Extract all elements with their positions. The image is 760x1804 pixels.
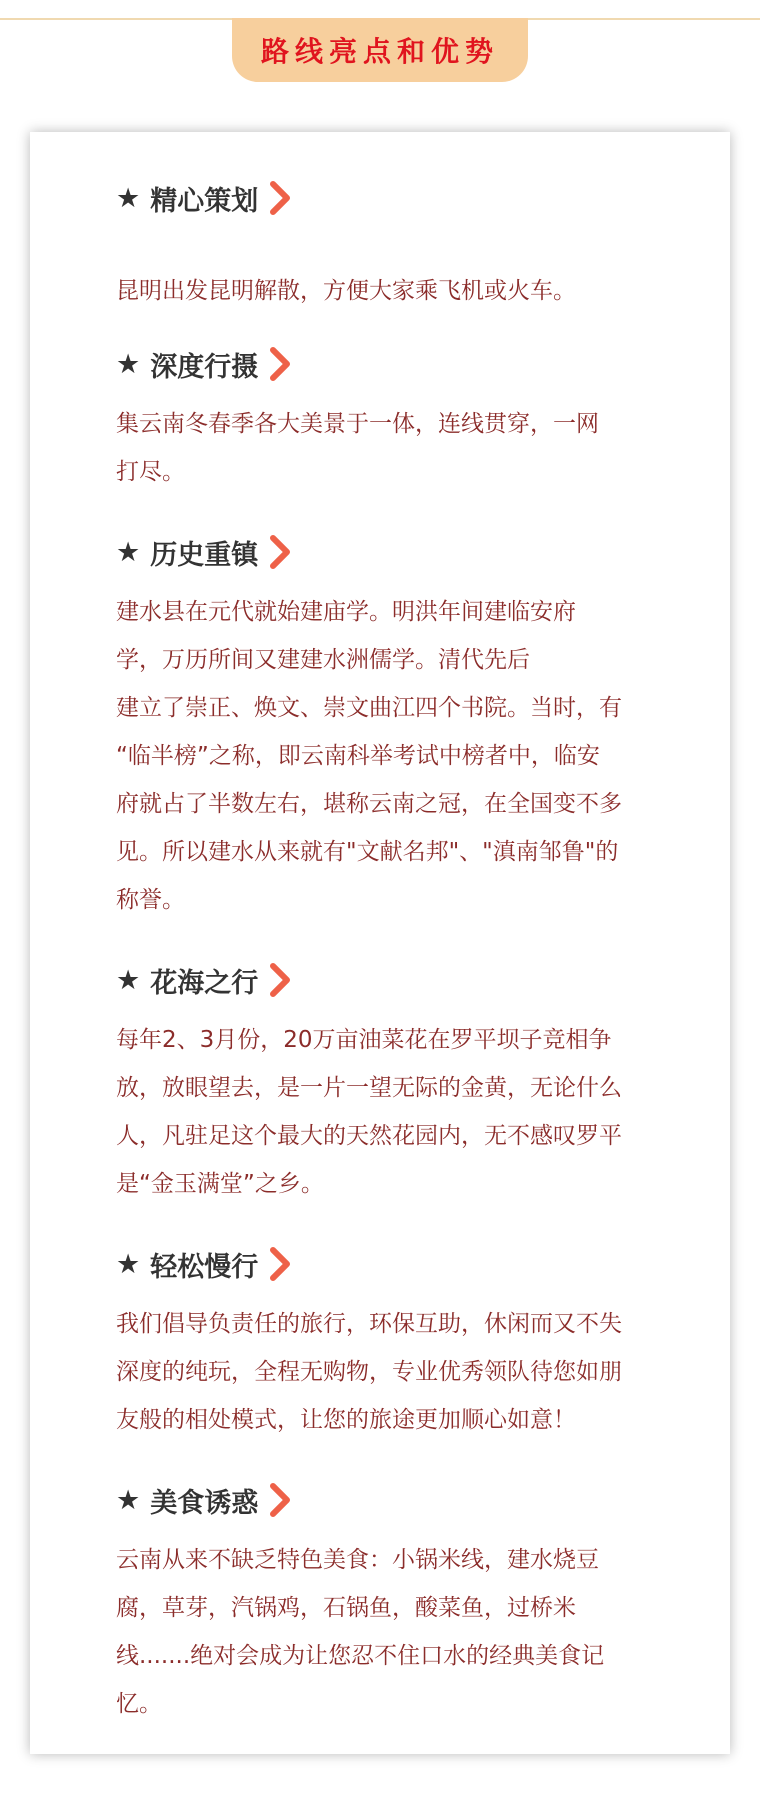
body-line: 昆明出发昆明解散，方便大家乘飞机或火车。 <box>116 278 576 304</box>
chevron-right-icon <box>266 346 294 382</box>
section-heading <box>116 1242 656 1286</box>
section-title: 花海之行 <box>150 967 259 999</box>
body-line: 是“金玉满堂”之乡。 <box>116 1171 324 1197</box>
body-line: 学，万历所间又建建水洲儒学。清代先后 <box>116 647 530 673</box>
chevron-right-icon <box>266 962 294 998</box>
chevron-right-icon <box>266 1246 294 1282</box>
body-line: 打尽。 <box>116 459 185 485</box>
body-line: 云南从来不缺乏特色美食：小锅米线，建水烧豆 <box>116 1547 599 1573</box>
star-icon: ★ <box>116 964 141 996</box>
body-line: 友般的相处模式，让您的旅途更加顺心如意！ <box>116 1407 576 1433</box>
section-heading <box>116 342 656 386</box>
body-line: 忆。 <box>116 1691 162 1717</box>
section-heading <box>116 958 656 1002</box>
body-line: “临半榜”之称，即云南科举考试中榜者中，临安 <box>116 743 600 769</box>
body-line: 人，凡驻足这个最大的天然花园内，无不感叹罗平 <box>116 1123 622 1149</box>
star-icon: ★ <box>116 1248 141 1280</box>
chevron-right-icon <box>266 180 294 216</box>
section-title: 精心策划 <box>150 185 259 217</box>
highlights-card <box>30 132 730 1754</box>
section-body <box>116 267 656 315</box>
body-line: 府就占了半数左右，堪称云南之冠，在全国变不多 <box>116 791 622 817</box>
highlight-section <box>116 176 656 315</box>
section-body <box>116 588 656 924</box>
highlight-section <box>116 530 656 924</box>
section-heading <box>116 530 656 574</box>
body-line: 每年2、3月份，20万亩油菜花在罗平坝子竞相争 <box>116 1027 612 1053</box>
chevron-right-icon <box>266 534 294 570</box>
body-line: 集云南冬春季各大美景于一体，连线贯穿，一网 <box>116 411 599 437</box>
section-title: 历史重镇 <box>150 539 259 571</box>
highlight-section <box>116 958 656 1208</box>
section-body <box>116 1300 656 1444</box>
section-heading <box>116 1478 656 1522</box>
body-line: 线.......绝对会成为让您忍不住口水的经典美食记 <box>116 1643 605 1669</box>
body-line: 我们倡导负责任的旅行，环保互助，休闲而又不失 <box>116 1311 622 1337</box>
body-line: 见。所以建水从来就有"文献名邦"、"滇南邹鲁"的 <box>116 839 619 865</box>
section-body <box>116 1016 656 1208</box>
highlight-section <box>116 342 656 496</box>
highlight-section <box>116 1478 656 1728</box>
highlight-section <box>116 1242 656 1444</box>
body-line: 放，放眼望去，是一片一望无际的金黄，无论什么 <box>116 1075 622 1101</box>
page-title: 路线亮点和优势 <box>260 35 499 68</box>
section-body <box>116 1536 656 1728</box>
star-icon: ★ <box>116 1484 141 1516</box>
star-icon: ★ <box>116 348 141 380</box>
section-heading <box>116 176 656 220</box>
section-title-banner <box>232 18 528 82</box>
star-icon: ★ <box>116 182 141 214</box>
section-title: 美食诱惑 <box>150 1487 259 1519</box>
body-line: 称誉。 <box>116 887 185 913</box>
section-title: 深度行摄 <box>150 351 259 383</box>
body-line: 建水县在元代就始建庙学。明洪年间建临安府 <box>116 599 576 625</box>
chevron-right-icon <box>266 1482 294 1518</box>
section-body <box>116 400 656 496</box>
body-line: 腐，草芽，汽锅鸡，石锅鱼，酸菜鱼，过桥米 <box>116 1595 576 1621</box>
body-line: 建立了崇正、焕文、崇文曲江四个书院。当时，有 <box>116 695 622 721</box>
section-title: 轻松慢行 <box>150 1251 259 1283</box>
star-icon: ★ <box>116 536 141 568</box>
body-line: 深度的纯玩，全程无购物，专业优秀领队待您如朋 <box>116 1359 622 1385</box>
